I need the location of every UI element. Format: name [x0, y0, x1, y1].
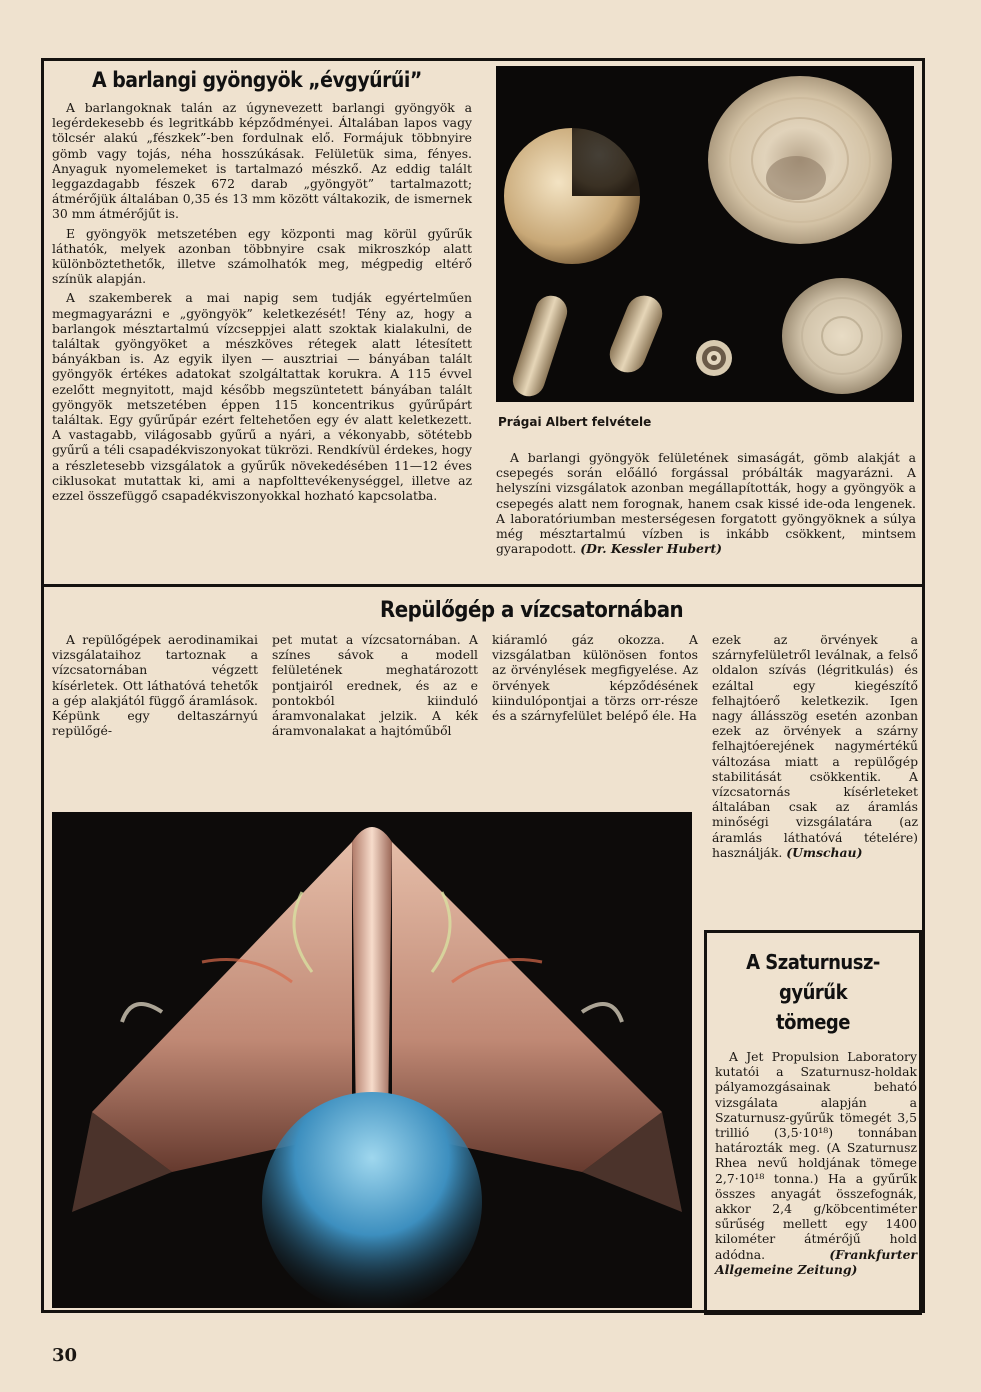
article1-left-column — [52, 100, 472, 507]
article1-source: (Dr. Kessler Hubert) — [580, 541, 723, 557]
article1-paragraph-4 — [496, 450, 916, 556]
article3-title-line-2: gyűrűk — [778, 980, 848, 1004]
article3-title — [707, 947, 919, 1037]
article2-source: (Umschau) — [786, 844, 863, 860]
water-tunnel-aircraft-photo — [52, 812, 692, 1308]
article1-paragraph-4-text: A barlangi gyöngyök felületének simaságát, gömb alakját a csepegés során előálló forgással próbálták magyarázni. A helyszíni vizsgálatok azonban megállapították, hogy a gyöngyök a csepegés alatt nem forognak, hanem csak kissé ide-oda lengenek. A laboratóriumban mesterségesen forgatott gyöngyöknek a súlya még mésztartalmú vízben is inkább csökkent, mintsem gyarapodott. — [496, 450, 916, 557]
article3-body-text: A Jet Propulsion Laboratory kutatói a Szaturnusz-holdak pályamozgásainak beható vizsgálata alapján a Szaturnusz-gyűrűk tömegét 3,5 trillió (3,5·10¹⁸) tonnában határozták meg. (A Szaturnusz Rhea nevű holdjának tömege 2,7·10¹⁸ tonna.) Ha a gyűrűk összes anyagát összefognák, akkor 2,4 g/köbcentiméter sűrűség mellett egy 1400 kilométer átmérőjű hold adódna. — [715, 1049, 917, 1262]
article1-paragraph-2: E gyöngyök metszetében egy központi mag körül gyűrűk láthatók, melyek azonban többnyire csak mikroszkóp alatt különböztethetők, illetve számolhatók meg, mégpedig eltérő színük alapján. — [52, 225, 472, 287]
article1-title: A barlangi gyöngyök „évgyűrűi” — [92, 68, 422, 92]
article2-column-4 — [712, 632, 918, 860]
article3-source: (Frankfurter Allgemeine Zeitung) — [715, 1246, 917, 1277]
article2-column-4-text: ezek az örvények a szárnyfelületről leválnak, a felső oldalon szívás (légritkulás) és ezáltal egy kiegészítő felhajtóerő keletkezik. Igen nagy állásszög esetén azonban ezek az örvények a szárny felhajtóerejének nagymértékű változása miatt a repülőgép stabilitását csökkentik. A vízcsatornás kísérleteket általában csak az áramlás minőségi vizsgálatára (az áramlás láthatóvá tételére) használják. — [712, 632, 918, 860]
article3-title-line-3: tömege — [775, 1010, 850, 1034]
article2-title: Repülőgép a vízcsatornában — [380, 598, 684, 623]
photo-credit: Prágai Albert felvétele — [498, 415, 652, 429]
article2-column-1: A repülőgépek aerodinamikai vizsgálataihoz tartoznak a vízcsatornában végzett kísérletek. Ott láthatóvá tehetők a gép alakjától függő áramlások. Képünk egy deltaszárnyú repülőgé- — [52, 632, 258, 739]
section-divider — [41, 584, 925, 587]
article2-column-3: kiáramló gáz okozza. A vizsgálatban különösen fontos az örvénylések megfigyelése. Az örvények képződésének kiindulópontjai a törzs orr-része és a szárnyfelület belépő éle. Ha — [492, 632, 698, 724]
saturn-rings-box — [704, 930, 922, 1315]
article1-paragraph-1: A barlangoknak talán az úgynevezett barlangi gyöngyök a legérdekesebb és legritkább képződményei. Általában lapos vagy tölcsér alakú „fészkek”-ben fordulnak elő. Formájuk többnyire gömb vagy tojás, néha hosszúkásak. Felületük sima, fényes. Anyaguk nyomelemeket is tartalmazó mészkő. Az eddig talált leggazdagabb fészek 672 darab „gyöngyöt” tartalmazott; átmérőjük általában 0,35 és 13 mm között váltakozik, de ismernek 30 mm átmérőjűt is. — [52, 100, 472, 222]
article1-right-column — [496, 450, 916, 556]
article3-body — [715, 1049, 917, 1277]
cave-pearls-photo — [496, 66, 914, 402]
page-number: 30 — [52, 1345, 78, 1366]
delta-wing-model-illustration — [52, 812, 692, 1308]
article2-column-2: pet mutat a vízcsatornában. A színes sávok a modell felületének meghatározott pontjairól erednek, és az e pontokból kiinduló áramvonalakat jelzik. A kék áramvonalakat a hajtóműből — [272, 632, 478, 739]
article3-title-line-1: A Szaturnusz- — [746, 950, 880, 974]
article1-paragraph-3: A szakemberek a mai napig sem tudják egyértelműen megmagyarázni e „gyöngyök” keletkezését! Tény az, hogy a barlangok mésztartalmú vízcseppjei alatt szoktak kialakulni, de találtak gyöngyöket a mészköves rétegek alatt létesített bányákban is. Az egyik ilyen — ausztriai — bányában talált gyöngyök értékes adatokat szolgáltattak korukra. A 115 évvel ezelőtt megnyitott, majd később megszüntetett bányában talált gyöngyök metszetében éppen 115 koncentrikus gyűrűpárt találtak. Egy gyűrűpár ezért feltehetően egy év alatt keletkezett. A vastagabb, világosabb gyűrű a nyári, a vékonyabb, sötétebb gyűrű a téli csapadékviszonyokat tükrözi. Rendkívül érdekes, hogy a részletesebb vizsgálatok a gyűrűk növekedésében 11—12 éves ciklusokat mutattak ki, ami a napfolttevékenységgel, illetve az ezzel összefüggő csapadékviszonyokkal hozható kapcsolatba. — [52, 290, 472, 504]
cave-pearls-illustration — [496, 66, 914, 402]
